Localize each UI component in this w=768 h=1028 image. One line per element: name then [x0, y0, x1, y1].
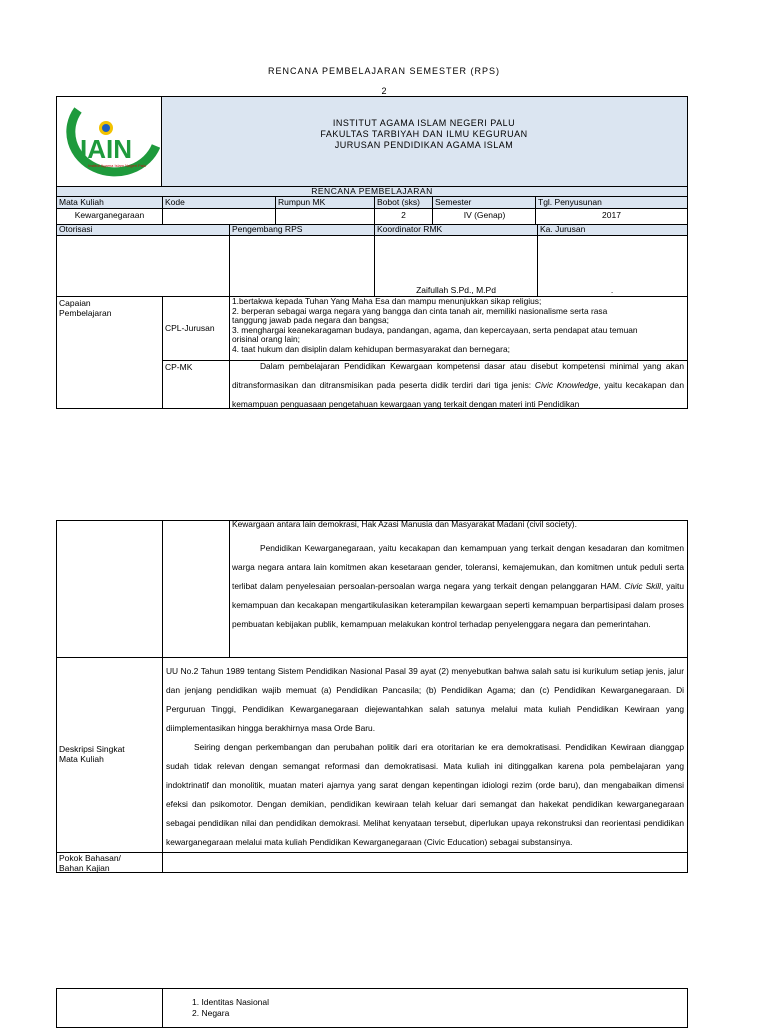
semester-value: IV (Genap): [463, 210, 506, 220]
cpl-item: 4. taat hukum dan disiplin dalam kehidupan bermasyarakat dan bernegara;: [232, 343, 510, 354]
page-number: 2: [381, 86, 387, 96]
department-head-header: Ka. Jurusan: [540, 224, 586, 234]
cpl-item: 2. berperan sebagai warga negara yang bangga dan cinta tanah air, memiliki nasionalisme serta rasa: [232, 305, 608, 316]
credits-header: Bobot (sks): [377, 197, 420, 207]
date-value: 2017: [602, 210, 621, 220]
cpl-item: 1.bertakwa kepada Tuhan Yang Maha Esa dan mampu menunjukkan sikap religius;: [232, 297, 542, 306]
document-title: RENCANA PEMBELAJARAN SEMESTER (RPS): [267, 66, 501, 76]
cpmk-continued: Kewargaan antara lain demokrasi, Hak Azasi Manusia dan Masyarakat Madani (civil society). Pendidikan Kewarganegaraan, yaitu kecakapan dan kemampuan yang terkait dengan kesadaran dan komitmen warga negara antara lain komitmen akan kesetaraan gender, toleransi, kemajemukan, dan komitmen untuk peduli serta terlibat dalam penyelesaian persoalan-persoalan warga negara yang terkait dengan pelanggaran HAM. Civic Skill, yaitu kemampuan dan kecakapan mengartikulasikan keterampilan kewargaan seperti kemampuan berpartisipasi dalam proses pembuatan kebijakan publik, kemampuan melakukan kontrol terhadap penyelenggara negara dan pemerintahan.: [232, 519, 684, 629]
learning-outcomes-label: Capaian Pembelajaran: [59, 298, 112, 318]
cpl-item: orisinal orang lain;: [232, 334, 300, 345]
course-description-label: Deskripsi Singkat Mata Kuliah: [59, 744, 125, 764]
list-item: 1. Identitas Nasional: [192, 997, 270, 1007]
institution-header: [161, 97, 687, 186]
course-code-header: Kode: [165, 197, 185, 207]
logo-icon: [58, 98, 160, 186]
rmk-coordinator-header: Koordinator RMK: [377, 224, 443, 234]
topics-table: [56, 988, 688, 1028]
course-name-header: Mata Kuliah: [59, 197, 104, 207]
department-head-signature: .: [610, 285, 614, 295]
section-title: RENCANA PEMBELAJARAN: [311, 186, 433, 196]
date-header: Tgl. Penyusunan: [538, 197, 602, 207]
cpl-items: [230, 297, 686, 355]
topics-label: Pokok Bahasan/ Bahan Kajian: [59, 853, 121, 873]
faculty-name: FAKULTAS TARBIYAH DAN ILMU KEGURUAN: [320, 129, 528, 139]
semester-header: Semester: [435, 197, 472, 207]
cpl-item: tanggung jawab pada negara dan bangsa;: [232, 315, 389, 326]
logo-wordmark: IAIN: [80, 134, 132, 164]
course-description-text: UU No.2 Tahun 1989 tentang Sistem Pendidikan Nasional Pasal 39 ayat (2) menyebutkan bahwa salah satu isi kurikulum setiap jenis, jalur dan jenjang pendidikan wajib memuat (a) Pendidikan Pancasila; (b) Pendidikan Agama; dan (c) Pendidikan Kewarganegaraan. Di Perguruan Tinggi, Pendidikan Kewarganegaraan diejewantahkan salah satunya melalui mata kuliah Pendidikan Kewiraan yang diimplementasikan hingga berakhirnya masa Orde Baru. Seiring dengan perkembangan dan perubahan politik dari era otoritarian ke era demokratisasi. Pendidikan Kewiraan dianggap sudah tidak relevan dengan semangat reformasi dan demokratisasi. Mata kuliah ini ditinggalkan karena pola pembelajaran yang indoktrinatif dan monolitik, muatan materi ajarnya yang sarat dengan kepentingan idiologi rezim (orde baru), dan mengabaikan dimensi efeksi dan psikomotor. Dengan demikian, pendidikan kewiraan telah keluar dari semangat dan hakekat pendidikan kewarganegaraan sebagai pendidikan nilai dan pendidikan demokrasi. Melihat kenyataan tersebut, diperlukan upaya rekonstruksi dan reorientasi pendidikan kewarganegaraan melalui mata kuliah Pendidikan Kewarganegaraan (Civic Education) sebagai substansinya.: [166, 666, 684, 847]
cpl-item: 3. menghargai keanekaragaman budaya, pandangan, agama, dan kepercayaan, serta pendapat atau temuan: [232, 324, 638, 335]
rps-developer-header: Pengembang RPS: [232, 224, 303, 234]
cpl-department-label: CPL-Jurusan: [165, 323, 215, 333]
topics-list: [190, 997, 271, 1019]
department-name: JURUSAN PENDIDIKAN AGAMA ISLAM: [334, 140, 514, 150]
coordinator-name: Zaifullah S.Pd., M.Pd: [416, 285, 496, 295]
logo-subtext: Institut Agama Islam Negeri Palu: [88, 163, 147, 168]
iain-logo: [58, 98, 160, 186]
list-item: 2. Negara: [192, 1008, 230, 1018]
course-cluster-header: Rumpun MK: [278, 197, 326, 207]
institution-name: INSTITUT AGAMA ISLAM NEGERI PALU: [332, 118, 516, 128]
course-name-value: Kewarganegaraan: [74, 210, 145, 220]
cpmk-label: CP-MK: [165, 362, 193, 372]
cpmk-description: Dalam pembelajaran Pendidikan Kewargaan kompetensi dasar atau disebut kompetensi minimal yang akan ditransformasikan dan ditransmisikan pada peserta didik terdiri dari tiga jenis: Civic Knowledge, yaitu kecakapan dan kemampuan penguasaan pengetahuan kewargaan yang terkait dengan materi inti Pendidikan: [232, 361, 684, 409]
credits-value: 2: [401, 210, 406, 220]
authorization-label: Otorisasi: [59, 224, 93, 234]
